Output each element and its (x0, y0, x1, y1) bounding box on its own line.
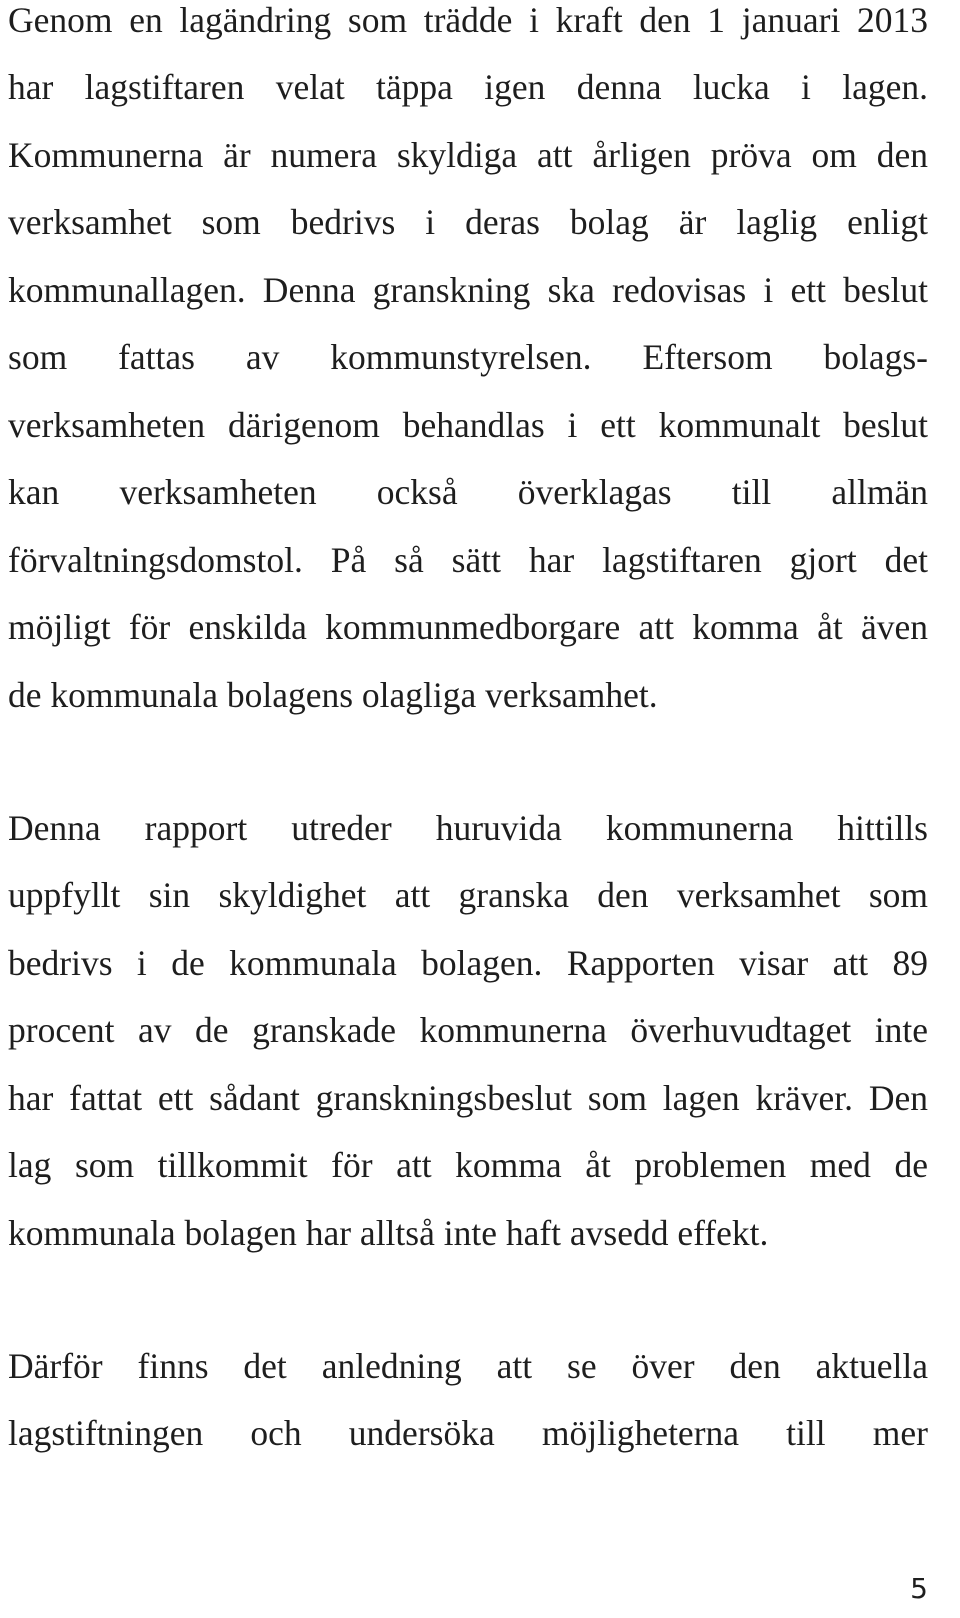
text-line: har fattat ett sådant granskningsbeslut som lagen kräver. Den (8, 1078, 928, 1118)
text-line: Genom en lagändring som trädde i kraft den 1 januari 2013 (8, 0, 928, 40)
text-line: verksamhet som bedrivs i deras bolag är laglig enligt (8, 202, 928, 242)
text-line: kan verksamheten också överklagas till allmän (8, 472, 928, 512)
text-line: möjligt för enskilda kommunmedborgare att komma åt även (8, 607, 928, 647)
text-line: kommunallagen. Denna granskning ska redovisas i ett beslut (8, 270, 928, 310)
text-line: Denna rapport utreder huruvida kommunerna hittills (8, 808, 928, 848)
text-line: Därför finns det anledning att se över den aktuella (8, 1346, 928, 1386)
text-line: verksamheten därigenom behandlas i ett kommunalt beslut (8, 405, 928, 445)
page-number: 5 (910, 1572, 928, 1605)
text-line: som fattas av kommunstyrelsen. Eftersom bolags- (8, 337, 928, 377)
text-line: lagstiftningen och undersöka möjligheterna till mer (8, 1413, 928, 1453)
text-line: lag som tillkommit för att komma åt problemen med de (8, 1145, 928, 1185)
text-line: kommunala bolagen har alltså inte haft avsedd effekt. (8, 1213, 769, 1253)
text-line: uppfyllt sin skyldighet att granska den verksamhet som (8, 875, 928, 915)
text-line: Kommunerna är numera skyldiga att årligen pröva om den (8, 135, 928, 175)
text-line: förvaltningsdomstol. På så sätt har lagstiftaren gjort det (8, 540, 928, 580)
text-line: har lagstiftaren velat täppa igen denna lucka i lagen. (8, 67, 928, 107)
text-line: procent av de granskade kommunerna överhuvudtaget inte (8, 1010, 928, 1050)
text-line: de kommunala bolagens olagliga verksamhet. (8, 675, 658, 715)
text-line: bedrivs i de kommunala bolagen. Rapporten visar att 89 (8, 943, 928, 983)
